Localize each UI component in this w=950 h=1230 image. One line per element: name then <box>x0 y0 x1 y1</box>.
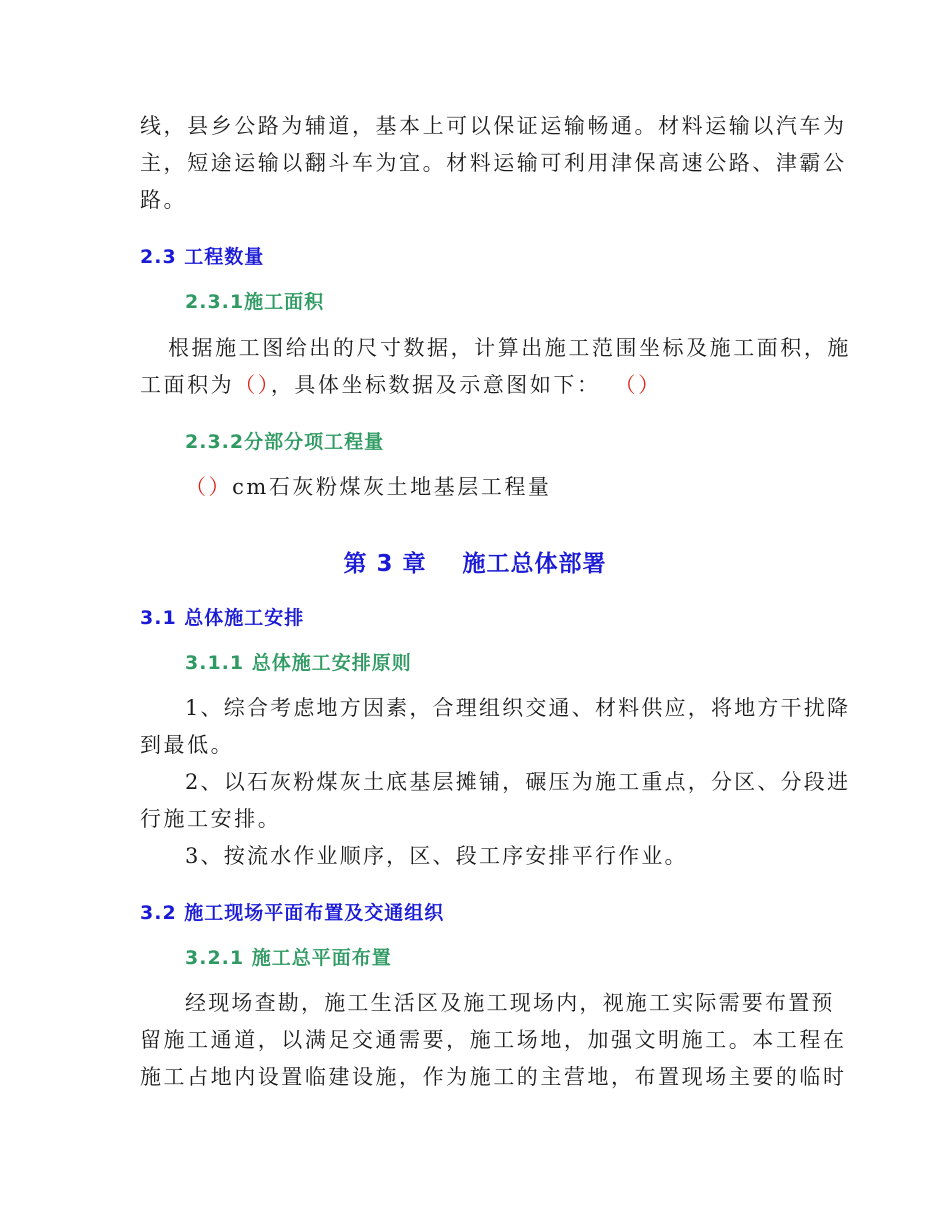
chapter-title: 第 3 章 施工总体部署 <box>343 551 607 577</box>
list-item <box>185 475 857 499</box>
paragraph-line: 经现场查勘，施工生活区及施工现场内，视施工实际需要布置预 <box>185 991 835 1015</box>
paragraph-text: ，具体坐标数据及示意图如下： <box>270 373 601 397</box>
list-item: 3、按流水作业顺序，区、段工序安排平行作业。 <box>185 844 688 868</box>
paragraph-line: 主，短途运输以翻斗车为宜。材料运输可利用津保高速公路、津霸公 <box>140 151 847 175</box>
paragraph-line <box>140 373 812 397</box>
section-heading-3-1: 3.1 总体施工安排 <box>140 607 305 629</box>
section-heading-3-2: 3.2 施工现场平面布置及交通组织 <box>140 902 445 924</box>
list-item: 2、以石灰粉煤灰土底基层摊铺，碾压为施工重点，分区、分段进 <box>185 770 851 794</box>
list-item-continuation: 到最低。 <box>140 733 235 757</box>
placeholder-blank: （） <box>234 373 271 397</box>
paragraph-line: 路。 <box>140 188 188 212</box>
paragraph-line: 施工占地内设置临建设施，作为施工的主营地，布置现场主要的临时 <box>140 1065 847 1089</box>
subsection-heading-2-3-1: 2.3.1施工面积 <box>185 291 325 313</box>
placeholder-blank: （） <box>614 373 662 397</box>
list-item-continuation: 行施工安排。 <box>140 807 282 831</box>
list-item: 1、综合考虑地方因素，合理组织交通、材料供应，将地方干扰降 <box>185 696 851 720</box>
subsection-heading-3-1-1: 3.1.1 总体施工安排原则 <box>185 652 412 674</box>
paragraph-text: cm石灰粉煤灰土地基层工程量 <box>232 475 552 499</box>
paragraph-text: 工面积为 <box>140 373 235 397</box>
section-heading-2-3: 2.3 工程数量 <box>140 246 265 268</box>
subsection-heading-2-3-2: 2.3.2分部分项工程量 <box>185 431 385 453</box>
paragraph-line: 留施工通道，以满足交通需要，施工场地，加强文明施工。本工程在 <box>140 1028 847 1052</box>
paragraph-line: 线，县乡公路为辅道，基本上可以保证运输畅通。材料运输以汽车为 <box>140 114 847 138</box>
subsection-heading-3-2-1: 3.2.1 施工总平面布置 <box>185 947 392 969</box>
placeholder-blank: （） <box>185 475 233 499</box>
paragraph-line: 根据施工图给出的尺寸数据，计算出施工范围坐标及施工面积，施 <box>168 336 851 360</box>
